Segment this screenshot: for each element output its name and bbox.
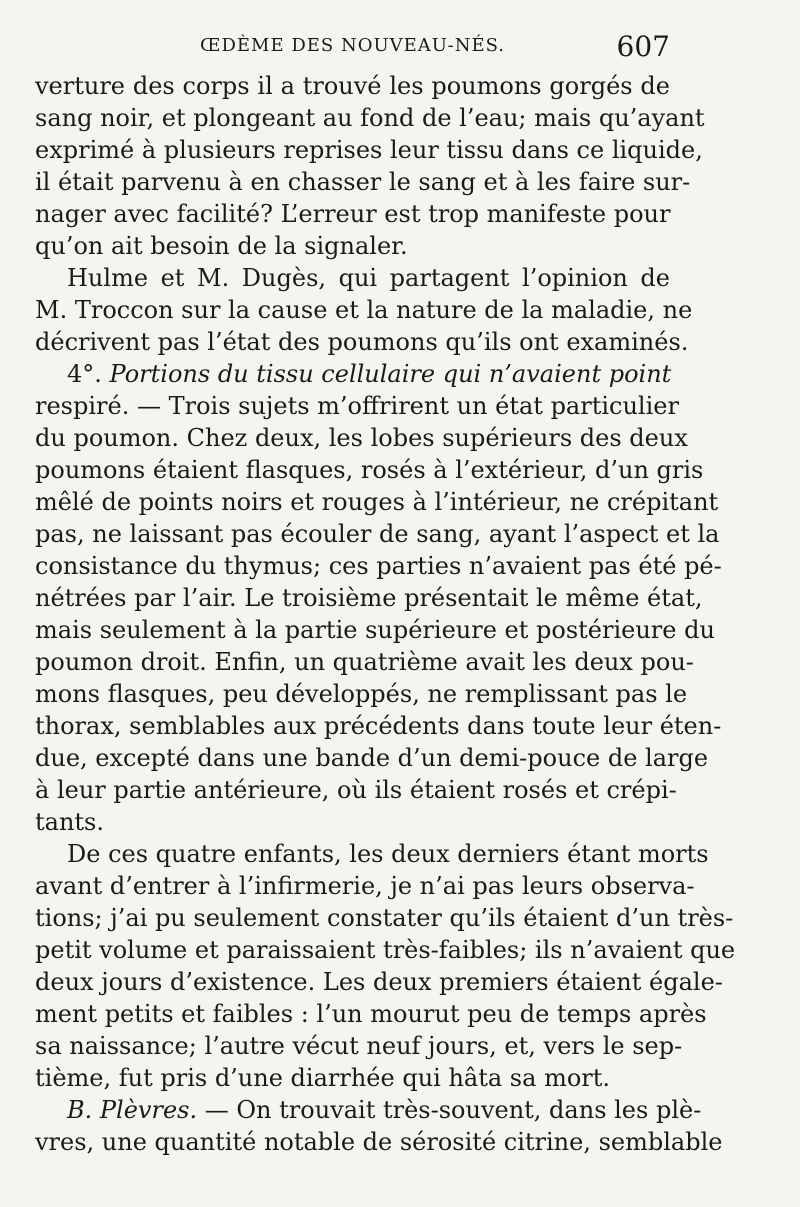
text-line: du poumon. Chez deux, les lobes supérieurs des deux: [35, 424, 688, 452]
text-line: respiré. — Trois sujets m’offrirent un état particulier: [35, 392, 679, 420]
text-line: sa naissance; l’autre vécut neuf jours, et, vers le sep-: [35, 1032, 683, 1060]
body-text: [35, 70, 736, 1158]
text-line: De ces quatre enfants, les deux derniers étant morts: [67, 840, 709, 868]
text-line: tants.: [35, 808, 104, 836]
text-line: vres, une quantité notable de sérosité citrine, semblable: [35, 1128, 723, 1156]
text-line: consistance du thymus; ces parties n’avaient pas été pé-: [35, 552, 722, 580]
text-line: nager avec facilité? L’erreur est trop manifeste pour: [35, 200, 671, 228]
text-line: qu’on ait besoin de la signaler.: [35, 232, 408, 260]
page-number: 607: [616, 30, 670, 63]
text-line: mêlé de points noirs et rouges à l’intérieur, ne crépitant: [35, 488, 719, 516]
section-number: 4°.: [67, 360, 102, 388]
text-line: mons flasques, peu développés, ne remplissant pas le: [35, 680, 688, 708]
running-title: ŒDÈME DES NOUVEAU-NÉS.: [200, 35, 506, 56]
text-line: il était parvenu à en chasser le sang et à les faire sur-: [35, 168, 691, 196]
text-line: petit volume et paraissaient très-faibles; ils n’avaient que: [35, 936, 736, 964]
text-line: Hulme et M. Dugès, qui partagent l’opinion de: [67, 264, 670, 292]
text-line: tions; j’ai pu seulement constater qu’ils étaient d’un très-: [35, 904, 734, 932]
text-line: due, excepté dans une bande d’un demi-pouce de large: [35, 744, 709, 772]
section-heading: B. Plèvres.: [67, 1096, 198, 1124]
section-heading: Portions du tissu cellulaire qui n’avaient point: [109, 360, 672, 388]
section-heading-line: [35, 1094, 702, 1126]
text-line: tième, fut pris d’une diarrhée qui hâta sa mort.: [35, 1064, 611, 1092]
text-line: exprimé à plusieurs reprises leur tissu dans ce liquide,: [35, 136, 703, 164]
text-line: thorax, semblables aux précédents dans toute leur éten-: [35, 712, 722, 740]
text-line: mais seulement à la partie supérieure et postérieure du: [35, 616, 715, 644]
text-line: verture des corps il a trouvé les poumons gorgés de: [35, 72, 670, 100]
text-line: à leur partie antérieure, où ils étaient rosés et crépi-: [35, 776, 677, 804]
text-line: décrivent pas l’état des poumons qu’ils ont examinés.: [35, 328, 689, 356]
text-line: ment petits et faibles : l’un mourut peu de temps après: [35, 1000, 707, 1028]
text-line: nétrées par l’air. Le troisième présentait le même état,: [35, 584, 703, 612]
text-line: M. Troccon sur la cause et la nature de la maladie, ne: [35, 296, 693, 324]
text-line: sang noir, et plongeant au fond de l’eau; mais qu’ayant: [35, 104, 705, 132]
text-line: poumons étaient flasques, rosés à l’extérieur, d’un gris: [35, 456, 704, 484]
running-head: [35, 30, 670, 64]
text-line: deux jours d’existence. Les deux premiers étaient égale-: [35, 968, 723, 996]
section-heading-line: [35, 358, 670, 390]
text-line: pas, ne laissant pas écouler de sang, ayant l’aspect et la: [35, 520, 720, 548]
section-text: — On trouvait très-souvent, dans les plè-: [197, 1096, 702, 1124]
text-line: poumon droit. Enfin, un quatrième avait les deux pou-: [35, 648, 694, 676]
text-line: avant d’entrer à l’infirmerie, je n’ai pas leurs observa-: [35, 872, 695, 900]
